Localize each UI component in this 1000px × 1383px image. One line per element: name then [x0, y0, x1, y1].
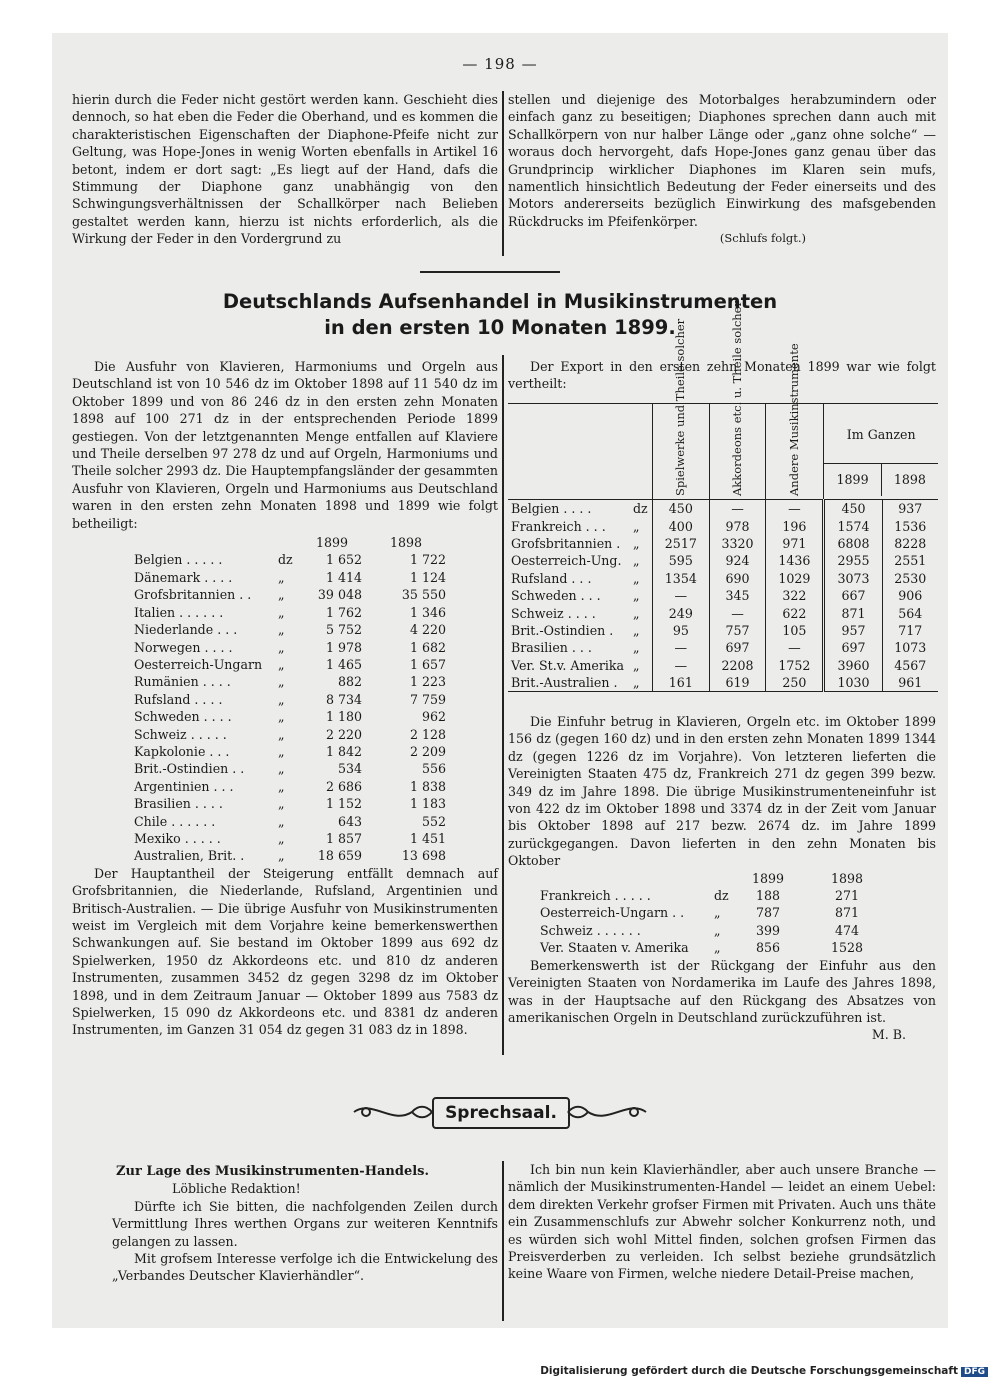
- header-blank: [508, 404, 653, 500]
- column-divider-main: [502, 355, 504, 1055]
- article-headline: [52, 289, 948, 341]
- page-number: — 198 —: [462, 55, 538, 73]
- column-divider-letter: [502, 1161, 504, 1321]
- value-1899: 1 857: [325, 830, 362, 846]
- unit: „: [278, 691, 285, 707]
- value-1899: 1 652: [325, 552, 362, 568]
- value-andere: 1029: [766, 570, 824, 587]
- country-name: Oesterreich-Ungarn . .: [540, 905, 685, 921]
- value-1898: 962: [421, 709, 446, 725]
- table-row: [538, 939, 894, 956]
- country-name: Schweiz . . . . .: [134, 726, 227, 742]
- letter-salutation: Löbliche Redaktion!: [172, 1181, 301, 1197]
- table-row: [508, 674, 938, 692]
- unit: „: [633, 657, 640, 673]
- value-1898: 1 657: [409, 656, 446, 672]
- value-1898: 35 550: [401, 587, 446, 603]
- value-1899: 1 978: [325, 639, 362, 655]
- value-akk: 345: [709, 587, 766, 604]
- country-name: Australien, Brit. .: [134, 848, 245, 864]
- unit: „: [633, 588, 640, 604]
- value-1899: 1 762: [325, 604, 362, 620]
- column-header: [709, 301, 766, 500]
- value-1898: 1 346: [409, 604, 446, 620]
- column-header: [766, 343, 824, 500]
- country-name: Brit.-Australien .: [508, 674, 630, 692]
- value-andere: 322: [766, 587, 824, 604]
- table-row: [538, 922, 894, 939]
- value-t99: 667: [824, 587, 882, 604]
- country-name: Kapkolonie . . .: [134, 743, 230, 759]
- unit: „: [278, 726, 285, 742]
- value-akk: —: [709, 604, 766, 621]
- country-name: Rufsland . . .: [511, 570, 592, 586]
- value-t99: 3073: [824, 570, 882, 587]
- unit: „: [278, 778, 285, 794]
- table-row: [508, 535, 938, 552]
- year-header: 1898: [893, 472, 926, 487]
- value-t99: 2955: [824, 552, 882, 569]
- value-akk: —: [709, 500, 766, 518]
- unit: „: [633, 570, 640, 586]
- value-1899: 882: [337, 674, 362, 690]
- unit: „: [633, 553, 640, 569]
- table-row: [508, 587, 938, 604]
- year-header: 1898: [830, 870, 864, 886]
- year-header: 1899: [315, 535, 349, 551]
- right-lower-column: [508, 713, 936, 1044]
- value-t98: 906: [882, 587, 938, 604]
- table-row: [508, 657, 938, 674]
- value-1898: 1 124: [409, 569, 446, 585]
- letter-title: Zur Lage des Musikinstrumenten-Handels.: [116, 1164, 429, 1179]
- value-spiel: 161: [653, 674, 710, 692]
- value-spiel: 2517: [653, 535, 710, 552]
- value-akk: 978: [709, 517, 766, 534]
- footer-text: Digitalisierung gefördert durch die Deutsche Forschungsgemeinschaft: [540, 1365, 958, 1377]
- value-1899: 8 734: [325, 691, 362, 707]
- country-name: Rufsland . . . .: [134, 691, 223, 707]
- unit: „: [633, 640, 640, 656]
- country-name: Rumänien . . . .: [134, 674, 231, 690]
- country-name: Mexiko . . . . .: [134, 830, 221, 846]
- country-name: Argentinien . . .: [134, 778, 234, 794]
- value-akk: 690: [709, 570, 766, 587]
- country-name: Frankreich . . . . .: [540, 888, 651, 904]
- country-name: Brit.-Ostindien .: [511, 622, 614, 638]
- total-year-headers: [824, 464, 938, 496]
- table-row: [132, 760, 448, 777]
- value-andere: —: [766, 639, 824, 656]
- value-akk: 924: [709, 552, 766, 569]
- export-by-country-table: [132, 534, 448, 865]
- sprechsaal-title: Sprechsaal.: [432, 1097, 570, 1129]
- unit: „: [278, 587, 285, 603]
- unit: „: [633, 605, 640, 621]
- column-divider-top: [502, 91, 504, 256]
- value-1898: 1 722: [409, 552, 446, 568]
- value-1898: 2 128: [409, 726, 446, 742]
- value-t98: 2551: [882, 552, 938, 569]
- table-header-row: [508, 404, 938, 500]
- table-row: [132, 604, 448, 621]
- table-row: [132, 813, 448, 830]
- country-name: Oesterreich-Ungarn: [134, 656, 263, 672]
- value-1899: 643: [337, 813, 362, 829]
- value-spiel: —: [653, 639, 710, 656]
- country-name: Chile . . . . . .: [134, 813, 216, 829]
- value-spiel: —: [653, 587, 710, 604]
- unit: „: [278, 656, 285, 672]
- headline-line-2: in den ersten 10 Monaten 1899.: [324, 316, 676, 339]
- value-1899: 1 152: [325, 796, 362, 812]
- year-header: 1899: [751, 870, 785, 886]
- table-row: [538, 887, 894, 904]
- country-name: Grofsbritannien . .: [134, 587, 252, 603]
- digitization-footer: [540, 1365, 988, 1377]
- value-t99: 3960: [824, 657, 882, 674]
- table-row: [132, 569, 448, 586]
- table-row: [132, 691, 448, 708]
- country-name: Belgien . . . .: [508, 500, 630, 518]
- value-andere: 250: [766, 674, 824, 692]
- unit: „: [633, 622, 640, 638]
- country-name: Brit.-Ostindien . .: [134, 761, 245, 777]
- value-andere: 105: [766, 622, 824, 639]
- value-1899: 1 180: [325, 709, 362, 725]
- value-1899: 1 465: [325, 656, 362, 672]
- value-akk: 757: [709, 622, 766, 639]
- unit: „: [714, 922, 721, 938]
- value-t99: 957: [824, 622, 882, 639]
- value-t98: 1073: [882, 639, 938, 656]
- value-spiel: 249: [653, 604, 710, 621]
- dfg-logo: DFG: [961, 1367, 988, 1377]
- value-spiel: 95: [653, 622, 710, 639]
- value-1899: 1 842: [325, 743, 362, 759]
- left-after: Der Hauptantheil der Steigerung entfällt demnach auf Grofsbritannien, die Niederlande, Rufsland, Argentinien und Britisch-Australien. — Die übrige Ausfuhr von Musikinstrumenten weist im Vergleich mit dem Vorjahre keine bemerkenswerthen Schwankungen auf. Sie bestand im Oktober 1899 aus 692 dz Spielwerken, 1950 dz Akkordeons etc. und 810 dz anderen Instrumenten, zusammen 3452 dz gegen 3298 dz im Oktober 1898, und in dem Zeitraum Januar — Oktober 1899 aus 7583 dz Spielwerken, 15 090 dz Akkordeons etc. und 8381 dz anderen Instrumenten, im Ganzen 31 054 dz gegen 31 083 dz in 1898.: [72, 865, 498, 1038]
- table-row: [508, 639, 938, 656]
- unit: dz: [278, 552, 293, 568]
- top-left-paragraph: hierin durch die Feder nicht gestört werden kann. Geschieht dies dennoch, so hat eben die Feder die Oberhand, und es kommen die charakteristischen Eigenschaften der Diaphone-Pfeife nicht zur Geltung, was Hope-Jones in wenig Worten ebenfalls in Artikel 16 betont, indem er dort sagt: „Es liegt auf der Hand, dafs die Stimmung der Diaphone ganz unabhängig von den Schwingungsverhältnissen der Schallkörper nach Belieben gestaltet werden kann, hierzu ist nichts erforderlich, als die Wirkung der Feder in den Vordergrund zu: [72, 92, 498, 247]
- value-t98: 2530: [882, 570, 938, 587]
- letter-right-paragraph: Ich bin nun kein Klavierhändler, aber auch unsere Branche — nämlich der Musikinstrumenten-Handel — leidet an einem Uebel: dem direkten Verkehr grofser Firmen mit Privaten. Auch uns thäte ein Zusammenschlufs zur Abwehr solcher Konkurrenz noth, und es würden sich wohl Mittel finden, solchen grofsen Firmen das Preisverderben zu verleiden. Ich selbst beziehe grundsätzlich keine Waare von Firmen, welche niedere Detail-Preise machen,: [508, 1162, 936, 1282]
- schluss-note: (Schlufs folgt.): [719, 231, 806, 246]
- value-t99: 871: [824, 604, 882, 621]
- column-header: [653, 318, 710, 500]
- country-name: Schweden . . . .: [134, 709, 232, 725]
- value-1899: 1 414: [325, 569, 362, 585]
- year-header: 1898: [389, 535, 423, 551]
- letter-paragraph-1: Dürfte ich Sie bitten, die nachfolgenden Zeilen durch Vermittlung Ihres werthen Organs zur weiteren Kenntnifs gelangen zu lassen.: [112, 1198, 498, 1249]
- value-akk: 619: [709, 674, 766, 692]
- letter-left-column: [72, 1163, 498, 1285]
- table-row: [538, 904, 894, 921]
- unit: „: [278, 569, 285, 585]
- unit: „: [630, 674, 653, 692]
- unit: „: [278, 743, 285, 759]
- value-t98: 961: [882, 674, 938, 692]
- country-name: Schweiz . . . .: [511, 605, 596, 621]
- column-header-label: Andere Musikinstrumente: [787, 343, 802, 496]
- country-name: Dänemark . . . .: [134, 569, 233, 585]
- value-t99: 1574: [824, 517, 882, 534]
- scanned-page: [52, 33, 948, 1328]
- value-t98: 717: [882, 622, 938, 639]
- value-t98: 937: [882, 500, 938, 518]
- table-row: [132, 656, 448, 673]
- unit: „: [278, 604, 285, 620]
- country-name: Schweden . . .: [511, 588, 601, 604]
- value-1899: 188: [755, 888, 781, 904]
- headline-line-1: Deutschlands Aufsenhandel in Musikinstrumenten: [222, 290, 778, 313]
- value-t98: 564: [882, 604, 938, 621]
- value-1898: 13 698: [401, 848, 446, 864]
- country-name: Brasilien . . . .: [134, 796, 223, 812]
- value-spiel: 450: [653, 500, 710, 518]
- unit: „: [278, 830, 285, 846]
- value-spiel: 595: [653, 552, 710, 569]
- unit: „: [278, 639, 285, 655]
- table-row: [132, 847, 448, 864]
- value-1898: 271: [834, 888, 860, 904]
- value-1898: 7 759: [409, 691, 446, 707]
- country-name: Norwegen . . . .: [134, 639, 233, 655]
- value-andere: —: [766, 500, 824, 518]
- unit: „: [714, 940, 721, 956]
- value-1899: 399: [755, 922, 781, 938]
- value-t98: 8228: [882, 535, 938, 552]
- right-intro: Der Export in den ersten zehn Monaten 1899 war wie folgt vertheilt:: [508, 359, 936, 392]
- value-1898: 1 451: [409, 830, 446, 846]
- table-header-row: [132, 534, 448, 551]
- value-andere: 1436: [766, 552, 824, 569]
- value-spiel: 400: [653, 517, 710, 534]
- table-row: [508, 604, 938, 621]
- value-1898: 1528: [830, 940, 864, 956]
- unit: „: [278, 813, 285, 829]
- value-1898: 556: [421, 761, 446, 777]
- value-1899: 787: [755, 905, 781, 921]
- unit: dz: [714, 888, 729, 904]
- country-name: Schweiz . . . . . .: [540, 922, 641, 938]
- unit: „: [633, 535, 640, 551]
- country-name: Ver. St.v. Amerika: [511, 657, 625, 673]
- column-header-label: Spielwerke und Theile solcher: [673, 318, 688, 496]
- country-name: Ver. Staaten v. Amerika: [540, 940, 689, 956]
- value-1898: 2 209: [409, 743, 446, 759]
- signature: M. B.: [871, 1027, 906, 1043]
- country-name: Grofsbritannien .: [511, 535, 621, 551]
- value-andere: 1752: [766, 657, 824, 674]
- unit: „: [278, 761, 285, 777]
- table-row: [132, 743, 448, 760]
- table-row: [132, 621, 448, 638]
- table-row: [508, 552, 938, 569]
- left-intro: Die Ausfuhr von Klavieren, Harmoniums und Orgeln aus Deutschland ist von 10 546 dz im Oktober 1898 auf 11 540 dz im Oktober 1899 und von 86 246 dz in den ersten zehn Monaten 1898 auf 100 271 dz in der entsprechenden Periode 1899 gestiegen. Von der letztgenannten Menge entfallen auf Klaviere und Theile derselben 97 278 dz und auf Orgeln, Harmoniums und Theile solcher 2993 dz. Die Hauptempfangsländer der gesammten Ausfuhr von Klavieren, Orgeln und Harmoniums aus Deutschland waren in den ersten zehn Monaten 1898 und 1899 wie folgt betheiligt:: [72, 359, 498, 531]
- unit: „: [278, 796, 285, 812]
- section-rule: [420, 271, 560, 273]
- value-1898: 1 223: [409, 674, 446, 690]
- value-1899: 39 048: [317, 587, 362, 603]
- country-name: Brasilien . . .: [511, 640, 592, 656]
- total-header-label: Im Ganzen: [824, 407, 938, 464]
- country-name: Italien . . . . . .: [134, 604, 224, 620]
- table-row: [508, 500, 938, 518]
- value-1899: 2 686: [325, 778, 362, 794]
- table-row: [132, 639, 448, 656]
- total-header: [824, 404, 938, 500]
- left-column: [72, 358, 498, 1039]
- value-akk: 3320: [709, 535, 766, 552]
- unit: „: [278, 709, 285, 725]
- value-1898: 1 183: [409, 796, 446, 812]
- value-akk: 697: [709, 639, 766, 656]
- value-t99: 697: [824, 639, 882, 656]
- value-spiel: —: [653, 657, 710, 674]
- country-name: Niederlande . . .: [134, 622, 238, 638]
- unit: dz: [630, 500, 653, 518]
- country-name: Oesterreich-Ung.: [511, 553, 622, 569]
- value-1898: 1 682: [409, 639, 446, 655]
- country-name: Belgien . . . . .: [134, 552, 223, 568]
- column-header-label: Akkordeons etc. u. Theile solcher: [729, 301, 744, 496]
- table-row: [132, 708, 448, 725]
- value-t99: 6808: [824, 535, 882, 552]
- value-1899: 2 220: [325, 726, 362, 742]
- value-1898: 4 220: [409, 622, 446, 638]
- table-row: [132, 673, 448, 690]
- unit: „: [714, 905, 721, 921]
- table-row: [132, 726, 448, 743]
- value-1899: 18 659: [317, 848, 362, 864]
- table-row: [132, 778, 448, 795]
- value-t98: 1536: [882, 517, 938, 534]
- table-row: [508, 570, 938, 587]
- value-spiel: 1354: [653, 570, 710, 587]
- value-andere: 622: [766, 604, 824, 621]
- year-header: 1899: [824, 464, 881, 496]
- table-row: [508, 622, 938, 639]
- import-table: [538, 870, 894, 957]
- table-row: [132, 830, 448, 847]
- letter-paragraph-2: Mit grofsem Interesse verfolge ich die Entwickelung des „Verbandes Deutscher Klavierhändler“.: [112, 1251, 498, 1284]
- table-header-row: [538, 870, 894, 887]
- right-import: Die Einfuhr betrug in Klavieren, Orgeln etc. im Oktober 1899 156 dz (gegen 160 dz) und in den ersten zehn Monaten 1899 1344 dz (gegen 1226 dz im Vorjahre). Von letzteren lieferten die Vereinigten Staaten 475 dz, Frankreich 271 dz gegen 399 bezw. 349 dz im Jahre 1898. Die übrige Musikinstrumenteneinfuhr ist von 422 dz im Oktober 1898 und 3374 dz in der Zeit vom Januar bis Oktober 1898 auf 217 bezw. 2674 dz. im Jahre 1899 zurückgegangen. Davon lieferten in den zehn Monaten bis Oktober: [508, 714, 936, 869]
- value-1898: 552: [421, 813, 446, 829]
- top-right-column: [508, 91, 936, 248]
- value-andere: 971: [766, 535, 824, 552]
- unit: „: [278, 674, 285, 690]
- value-1899: 5 752: [325, 622, 362, 638]
- sprechsaal-banner: [352, 1095, 648, 1129]
- table-row: [132, 586, 448, 603]
- value-t99: 1030: [824, 674, 882, 692]
- table-row: [132, 795, 448, 812]
- table-row: [508, 517, 938, 534]
- top-right-paragraph: stellen und diejenige des Motorbalges herabzumindern oder einfach ganz zu beseitigen; Diaphones sprechen dann auch mit Schallkörpern von nur halber Länge oder „ganz ohne solche“ — woraus doch hervorgeht, dafs Hope-Jones ganz genau über das Grundprincip wirklicher Diaphones im Klaren sein mufs, namentlich hinsichtlich Bedeutung der Feder einerseits und des Motors andererseits bezüglich Einwirkung des mafsgebenden Rückdrucks im Pfeifenkörper.: [508, 92, 936, 229]
- value-1898: 871: [834, 905, 860, 921]
- value-1898: 474: [834, 922, 860, 938]
- value-1899: 534: [337, 761, 362, 777]
- top-left-column: [72, 91, 498, 248]
- unit: „: [278, 622, 285, 638]
- unit: „: [278, 848, 285, 864]
- country-name: Frankreich . . .: [511, 518, 606, 534]
- value-t98: 4567: [882, 657, 938, 674]
- unit: „: [633, 518, 640, 534]
- right-column: [508, 358, 936, 393]
- right-conclusion: Bemerkenswerth ist der Rückgang der Einfuhr aus den Vereinigten Staaten von Nordamerika im Laufe des Jahres 1898, was in der Hauptsache auf den Rückgang des Absatzes von amerikanischen Orgeln in Deutschland zurückzuführen ist.: [508, 957, 936, 1025]
- table-row: [132, 551, 448, 568]
- value-1899: 856: [755, 940, 781, 956]
- value-t99: 450: [824, 500, 882, 518]
- value-akk: 2208: [709, 657, 766, 674]
- letter-right-column: [508, 1161, 936, 1283]
- value-andere: 196: [766, 517, 824, 534]
- value-1898: 1 838: [409, 778, 446, 794]
